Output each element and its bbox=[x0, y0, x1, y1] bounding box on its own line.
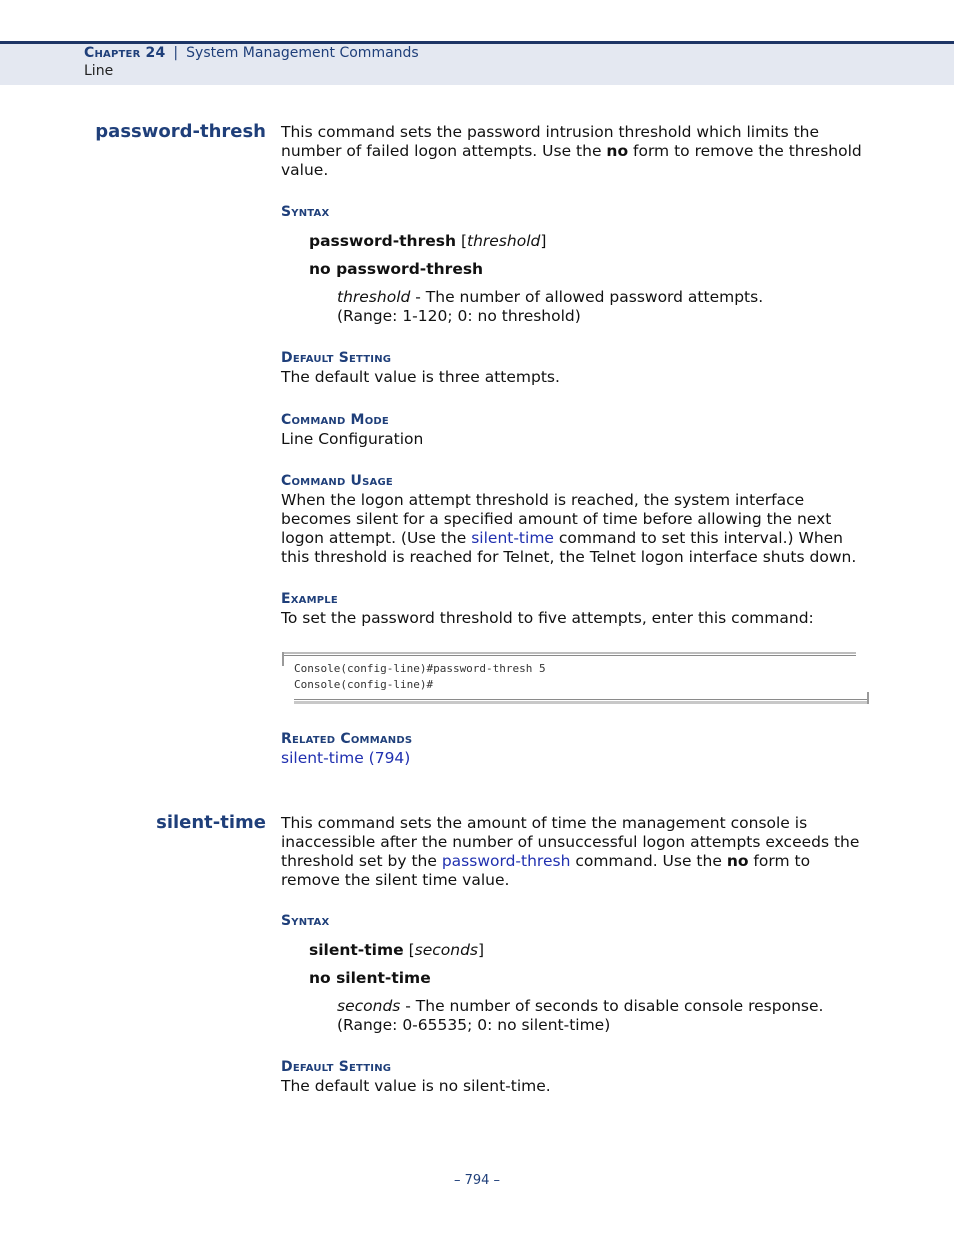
silent-time-link[interactable]: silent-time bbox=[471, 529, 554, 547]
cmd1-syntax-command: password-thresh bbox=[309, 232, 457, 250]
cmd2-parameter bbox=[337, 997, 823, 1034]
command-title-silent-time: silent-time bbox=[156, 812, 266, 833]
cmd2-desc-line1: This command sets the amount of time the management console is bbox=[281, 814, 808, 832]
cmd1-parameter bbox=[337, 288, 763, 325]
code-box-right-edge bbox=[867, 692, 869, 704]
cmd1-mode-heading: Command Mode bbox=[281, 412, 389, 428]
cmd2-desc-text: threshold set by the bbox=[281, 852, 442, 870]
code-line: Console(config-line)#password-thresh 5 bbox=[294, 662, 546, 675]
cmd2-syntax-no bbox=[309, 969, 431, 987]
bracket-close: ] bbox=[477, 941, 485, 959]
code-example-box bbox=[282, 652, 869, 706]
bracket-open: [ bbox=[403, 941, 415, 959]
cmd1-usage-text bbox=[281, 491, 881, 567]
chapter-label: Chapter 24 bbox=[84, 45, 166, 61]
cmd2-desc-line2: inaccessible after the number of unsuccessful logon attempts exceeds the bbox=[281, 833, 860, 851]
bracket-close: ] bbox=[540, 232, 547, 250]
cmd1-param-name: threshold bbox=[337, 288, 411, 306]
cmd1-example-heading: Example bbox=[281, 591, 338, 607]
cmd1-related-heading: Related Commands bbox=[281, 731, 413, 747]
usage-line2: becomes silent for a specified amount of time before allowing the next bbox=[281, 510, 832, 528]
page-number: – 794 – bbox=[453, 1173, 501, 1188]
usage-text: logon attempt. (Use the bbox=[281, 529, 472, 547]
cmd1-desc-text: number of failed logon attempts. Use the bbox=[281, 142, 607, 160]
usage-line3 bbox=[281, 529, 881, 548]
cmd1-desc-line2 bbox=[281, 142, 881, 161]
header-separator: | bbox=[173, 45, 179, 61]
cmd2-desc-line3 bbox=[281, 852, 881, 871]
cmd1-usage-heading: Command Usage bbox=[281, 473, 393, 489]
password-thresh-link[interactable]: password-thresh bbox=[441, 852, 571, 870]
cmd2-desc-text-2: command. Use the bbox=[570, 852, 727, 870]
cmd2-desc-no-keyword: no bbox=[726, 852, 749, 870]
cmd2-param-line bbox=[337, 997, 823, 1016]
header-rule bbox=[0, 41, 954, 44]
cmd1-syntax-line bbox=[309, 232, 546, 250]
command-title-password-thresh: password-thresh bbox=[95, 121, 266, 142]
cmd1-mode-text: Line Configuration bbox=[281, 430, 424, 448]
cmd2-param-desc: - The number of seconds to disable console response. bbox=[400, 997, 824, 1015]
cmd1-default-text: The default value is three attempts. bbox=[281, 368, 560, 386]
code-box-left-edge bbox=[282, 652, 284, 666]
cmd1-description bbox=[281, 123, 881, 180]
bracket-open: [ bbox=[456, 232, 467, 250]
header-chapter-line bbox=[84, 45, 419, 61]
cmd1-desc-text-2: form to remove the threshold bbox=[628, 142, 862, 160]
cmd1-desc-line3: value. bbox=[281, 161, 329, 179]
cmd2-desc-line4: remove the silent time value. bbox=[281, 871, 510, 889]
cmd1-syntax-param: threshold bbox=[467, 232, 541, 250]
cmd1-desc-no-keyword: no bbox=[606, 142, 629, 160]
usage-text-2: command to set this interval.) When bbox=[553, 529, 844, 547]
code-box-bottom-border bbox=[294, 699, 869, 704]
cmd2-description bbox=[281, 814, 881, 890]
usage-line4: this threshold is reached for Telnet, the Telnet logon interface shuts down. bbox=[281, 548, 857, 566]
related-link-silent-time[interactable]: silent-time (794) bbox=[281, 749, 411, 767]
cmd1-default-heading: Default Setting bbox=[281, 350, 392, 366]
cmd2-syntax-line bbox=[309, 941, 484, 959]
cmd1-example-text: To set the password threshold to five attempts, enter this command: bbox=[281, 609, 814, 627]
cmd2-syntax-command: silent-time bbox=[309, 941, 404, 959]
cmd1-param-desc: - The number of allowed password attempts. bbox=[410, 288, 764, 306]
code-box-top-border bbox=[282, 652, 856, 656]
cmd1-desc-line1: This command sets the password intrusion threshold which limits the bbox=[281, 123, 820, 141]
cmd2-syntax-heading: Syntax bbox=[281, 913, 330, 929]
cmd2-default-heading: Default Setting bbox=[281, 1059, 392, 1075]
code-line: Console(config-line)# bbox=[294, 678, 434, 691]
cmd2-syntax-param: seconds bbox=[414, 941, 478, 959]
cmd1-related-list bbox=[281, 749, 881, 768]
header-section: Line bbox=[84, 63, 114, 79]
cmd2-param-range: (Range: 0-65535; 0: no silent-time) bbox=[337, 1015, 611, 1034]
usage-line1: When the logon attempt threshold is reached, the system interface bbox=[281, 491, 805, 509]
cmd2-syntax-no-command: no silent-time bbox=[309, 969, 431, 987]
cmd2-param-name: seconds bbox=[337, 997, 401, 1015]
cmd1-param-range: (Range: 1-120; 0: no threshold) bbox=[337, 306, 581, 325]
cmd1-syntax-no bbox=[309, 260, 483, 278]
cmd2-default-text: The default value is no silent-time. bbox=[281, 1077, 551, 1095]
cmd1-syntax-no-command: no password-thresh bbox=[309, 260, 484, 278]
cmd2-desc-text-3: form to bbox=[748, 852, 811, 870]
cmd1-syntax-heading: Syntax bbox=[281, 204, 330, 220]
chapter-title: System Management Commands bbox=[186, 45, 419, 61]
cmd1-param-line bbox=[337, 288, 763, 307]
